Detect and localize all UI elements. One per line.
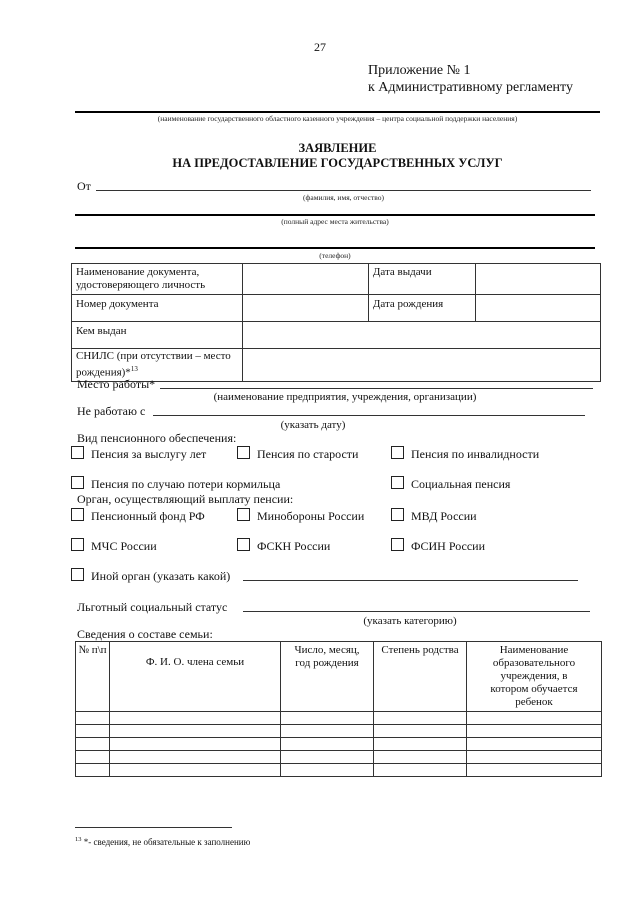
- payer-fskn-label: ФСКН России: [257, 539, 331, 553]
- issued-by-label: Кем выдан: [72, 322, 243, 349]
- cell[interactable]: [374, 738, 467, 751]
- cell[interactable]: [110, 751, 281, 764]
- snils-footnote-mark: 13: [130, 365, 138, 373]
- pension-survivor-label: Пенсия по случаю потери кормильца: [91, 477, 281, 491]
- cell[interactable]: [110, 764, 281, 777]
- payer-other-label: Иной орган (указать какой): [91, 569, 231, 583]
- address-caption: (полный адрес места жительства): [281, 217, 389, 226]
- phone-caption: (телефон): [319, 251, 351, 260]
- footnote-text: *- сведения, не обязательные к заполнению: [83, 837, 251, 847]
- page-number: 27: [314, 40, 326, 54]
- cell[interactable]: [76, 738, 110, 751]
- footnote: [75, 834, 250, 848]
- not-working-label: Не работаю с: [77, 404, 146, 418]
- payer-other-field[interactable]: [243, 580, 578, 581]
- pension-old-age-label: Пенсия по старости: [257, 447, 359, 461]
- payer-mod-label: Минобороны России: [257, 509, 365, 523]
- table-row: [76, 738, 602, 751]
- cell[interactable]: [281, 751, 374, 764]
- cell[interactable]: [374, 751, 467, 764]
- title-line-1: ЗАЯВЛЕНИЕ: [298, 141, 377, 155]
- payer-mchs-checkbox[interactable]: [71, 538, 84, 551]
- pension-social-checkbox[interactable]: [391, 476, 404, 489]
- doc-name-label: Наименование документа, удостоверяющего личность: [72, 264, 243, 295]
- col-full-name: Ф. И. О. члена семьи: [110, 642, 281, 712]
- table-row: [76, 751, 602, 764]
- cell[interactable]: [76, 725, 110, 738]
- cell[interactable]: [467, 725, 602, 738]
- cell[interactable]: [110, 712, 281, 725]
- birth-date-value[interactable]: [475, 295, 600, 322]
- cell[interactable]: [374, 712, 467, 725]
- pension-survivor-checkbox[interactable]: [71, 476, 84, 489]
- cell[interactable]: [281, 712, 374, 725]
- col-school: Наименование образовательного учреждения, в котором обучается ребенок: [467, 642, 602, 712]
- social-status-label: Льготный социальный статус: [77, 600, 228, 614]
- doc-name-value[interactable]: [243, 264, 368, 295]
- cell[interactable]: [374, 764, 467, 777]
- pension-social-label: Социальная пенсия: [411, 477, 511, 491]
- cell[interactable]: [110, 725, 281, 738]
- not-working-caption: (указать дату): [280, 419, 346, 431]
- document-table: [71, 263, 601, 382]
- title-line-2: НА ПРЕДОСТАВЛЕНИЕ ГОСУДАРСТВЕННЫХ УСЛУГ: [172, 156, 503, 170]
- cell[interactable]: [76, 712, 110, 725]
- phone-field[interactable]: [75, 247, 595, 249]
- payer-mod-checkbox[interactable]: [237, 508, 250, 521]
- appendix-block: [368, 62, 573, 96]
- payer-label: Орган, осуществляющий выплату пенсии:: [77, 492, 294, 506]
- cell[interactable]: [374, 725, 467, 738]
- snils-value[interactable]: [243, 349, 601, 382]
- institution-caption: (наименование государственного областного казенного учреждения – центра социальной поддержки населения): [157, 114, 518, 123]
- payer-fskn-checkbox[interactable]: [237, 538, 250, 551]
- pension-disability-checkbox[interactable]: [391, 446, 404, 459]
- cell[interactable]: [281, 764, 374, 777]
- pension-seniority-label: Пенсия за выслугу лет: [91, 447, 207, 461]
- social-status-field[interactable]: [243, 611, 590, 612]
- payer-mvd-checkbox[interactable]: [391, 508, 404, 521]
- footnote-divider: [75, 827, 232, 828]
- page-title: [75, 141, 600, 171]
- table-row: [76, 725, 602, 738]
- doc-number-value[interactable]: [243, 295, 368, 322]
- cell[interactable]: [110, 738, 281, 751]
- family-header-row: [76, 642, 602, 712]
- from-caption: (фамилия, имя, отчество): [303, 193, 384, 202]
- cell[interactable]: [281, 725, 374, 738]
- cell[interactable]: [76, 751, 110, 764]
- table-row: [76, 712, 602, 725]
- payer-other-checkbox[interactable]: [71, 568, 84, 581]
- appendix-line-2: к Административному регламенту: [368, 80, 573, 95]
- col-relation: Степень родства: [374, 642, 467, 712]
- cell[interactable]: [281, 738, 374, 751]
- cell[interactable]: [467, 751, 602, 764]
- cell[interactable]: [467, 712, 602, 725]
- payer-pfr-label: Пенсионный фонд РФ: [91, 509, 205, 523]
- from-field[interactable]: [96, 190, 591, 191]
- footnote-mark: 13: [75, 836, 82, 843]
- issued-by-value[interactable]: [243, 322, 601, 349]
- col-birth-date: Число, месяц, год рождения: [281, 642, 374, 712]
- payer-pfr-checkbox[interactable]: [71, 508, 84, 521]
- not-working-field[interactable]: [153, 415, 585, 416]
- issue-date-value[interactable]: [475, 264, 600, 295]
- family-label: Сведения о составе семьи:: [77, 627, 213, 641]
- col-number: № п\п: [76, 642, 110, 712]
- cell[interactable]: [467, 764, 602, 777]
- address-field[interactable]: [75, 214, 595, 216]
- pension-seniority-checkbox[interactable]: [71, 446, 84, 459]
- pension-old-age-checkbox[interactable]: [237, 446, 250, 459]
- cell[interactable]: [467, 738, 602, 751]
- issue-date-label: Дата выдачи: [368, 264, 475, 295]
- work-label: Место работы*: [77, 377, 156, 391]
- appendix-line-1: Приложение № 1: [368, 63, 471, 78]
- birth-date-label: Дата рождения: [368, 295, 475, 322]
- from-label: От: [77, 179, 91, 193]
- snils-label-text: СНИЛС (при отсутствии – место рождения)*: [76, 350, 231, 379]
- payer-mvd-label: МВД России: [411, 509, 477, 523]
- work-caption: (наименование предприятия, учреждения, организации): [213, 391, 477, 403]
- family-table: [75, 641, 602, 777]
- payer-fsin-label: ФСИН России: [411, 539, 485, 553]
- payer-fsin-checkbox[interactable]: [391, 538, 404, 551]
- payer-mchs-label: МЧС России: [91, 539, 157, 553]
- table-row: [76, 764, 602, 777]
- pension-type-label: Вид пенсионного обеспечения:: [77, 431, 237, 445]
- social-status-caption: (указать категорию): [363, 615, 457, 627]
- doc-number-label: Номер документа: [72, 295, 243, 322]
- work-field[interactable]: [160, 388, 593, 389]
- pension-disability-label: Пенсия по инвалидности: [411, 447, 540, 461]
- institution-line: [75, 111, 600, 113]
- cell[interactable]: [76, 764, 110, 777]
